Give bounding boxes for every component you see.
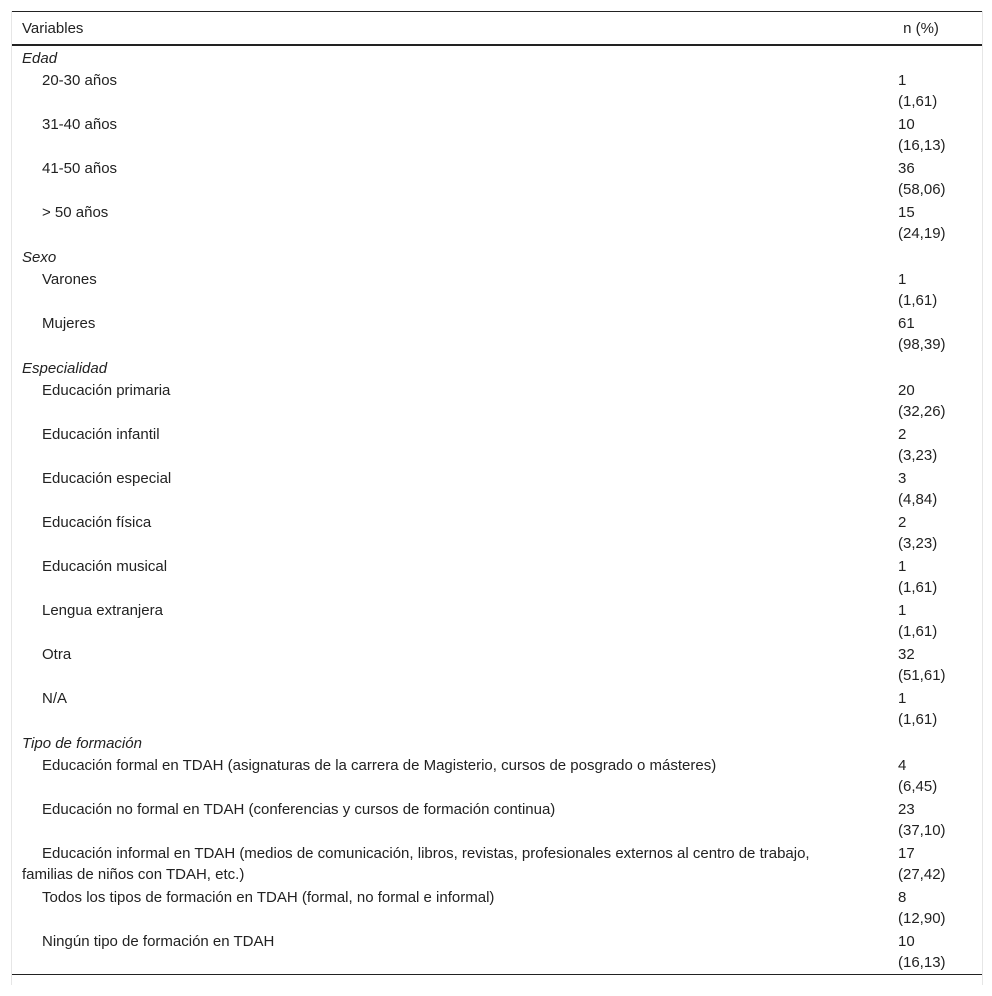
row-value bbox=[888, 379, 982, 423]
table-row bbox=[12, 599, 982, 643]
row-percent: (1,61) bbox=[898, 623, 938, 640]
row-value bbox=[888, 643, 982, 687]
row-label: Educación infantil bbox=[42, 426, 160, 443]
row-percent: (27,42) bbox=[898, 866, 946, 883]
row-percent: (58,06) bbox=[898, 181, 946, 198]
table-row bbox=[12, 379, 982, 423]
group-header-row bbox=[12, 356, 982, 379]
row-percent: (24,19) bbox=[898, 225, 946, 242]
row-n: 2 bbox=[898, 426, 907, 443]
row-n: 10 bbox=[898, 116, 915, 133]
table-row bbox=[12, 312, 982, 356]
row-n: 61 bbox=[898, 315, 915, 332]
row-percent: (3,23) bbox=[898, 535, 938, 552]
table-row bbox=[12, 555, 982, 599]
table-row bbox=[12, 886, 982, 930]
row-value bbox=[888, 798, 982, 842]
row-n: 23 bbox=[898, 801, 915, 818]
row-label: Educación informal en TDAH (medios de comunicación, libros, revistas, profesionales externos al centro de trabajo, familias de niños con TDAH, etc.) bbox=[22, 845, 810, 883]
row-n: 4 bbox=[898, 757, 907, 774]
table-header-row bbox=[12, 12, 982, 46]
row-percent: (37,10) bbox=[898, 822, 946, 839]
row-label: Educación formal en TDAH (asignaturas de la carrera de Magisterio, cursos de posgrado o másteres) bbox=[42, 757, 717, 774]
row-percent: (4,84) bbox=[898, 491, 938, 508]
row-label: Todos los tipos de formación en TDAH (formal, no formal e informal) bbox=[42, 889, 495, 906]
table-row bbox=[12, 201, 982, 245]
row-percent: (1,61) bbox=[898, 292, 938, 309]
row-n: 1 bbox=[898, 271, 907, 288]
table-row bbox=[12, 69, 982, 113]
row-value bbox=[888, 599, 982, 643]
row-label: 20-30 años bbox=[42, 72, 118, 89]
row-value bbox=[888, 423, 982, 467]
header-variables: Variables bbox=[12, 12, 888, 46]
table-row bbox=[12, 157, 982, 201]
row-label: Lengua extranjera bbox=[42, 602, 163, 619]
row-percent: (3,23) bbox=[898, 447, 938, 464]
row-percent: (6,45) bbox=[898, 778, 938, 795]
table-row bbox=[12, 113, 982, 157]
group-title: Tipo de formación bbox=[22, 735, 142, 752]
table-body bbox=[12, 45, 982, 975]
row-label: Educación especial bbox=[42, 470, 172, 487]
row-label: 41-50 años bbox=[42, 160, 118, 177]
row-label: N/A bbox=[42, 690, 68, 707]
row-n: 10 bbox=[898, 933, 915, 950]
row-value bbox=[888, 687, 982, 731]
header-n-percent: n (%) bbox=[888, 12, 982, 46]
group-header-row bbox=[12, 45, 982, 69]
row-n: 36 bbox=[898, 160, 915, 177]
row-label: Varones bbox=[42, 271, 97, 288]
table-row bbox=[12, 511, 982, 555]
row-value bbox=[888, 555, 982, 599]
table-row bbox=[12, 754, 982, 798]
row-value bbox=[888, 467, 982, 511]
row-value bbox=[888, 69, 982, 113]
row-label: Educación física bbox=[42, 514, 152, 531]
table-row bbox=[12, 423, 982, 467]
row-label: 31-40 años bbox=[42, 116, 118, 133]
row-value bbox=[888, 930, 982, 975]
row-n: 1 bbox=[898, 602, 907, 619]
row-value bbox=[888, 511, 982, 555]
row-n: 15 bbox=[898, 204, 915, 221]
row-percent: (1,61) bbox=[898, 579, 938, 596]
row-n: 8 bbox=[898, 889, 907, 906]
row-label: Mujeres bbox=[42, 315, 96, 332]
row-n: 32 bbox=[898, 646, 915, 663]
group-title: Sexo bbox=[22, 249, 57, 266]
group-title: Edad bbox=[22, 50, 58, 67]
row-value bbox=[888, 312, 982, 356]
demographics-table bbox=[12, 11, 982, 975]
group-header-row bbox=[12, 731, 982, 754]
row-percent: (16,13) bbox=[898, 137, 946, 154]
row-percent: (1,61) bbox=[898, 711, 938, 728]
row-label: Educación musical bbox=[42, 558, 168, 575]
row-value bbox=[888, 886, 982, 930]
row-n: 17 bbox=[898, 845, 915, 862]
row-value bbox=[888, 201, 982, 245]
row-percent: (51,61) bbox=[898, 667, 946, 684]
row-percent: (1,61) bbox=[898, 93, 938, 110]
row-value bbox=[888, 157, 982, 201]
row-n: 20 bbox=[898, 382, 915, 399]
table-row bbox=[12, 930, 982, 975]
group-header-row bbox=[12, 245, 982, 268]
row-n: 1 bbox=[898, 690, 907, 707]
row-label: Ningún tipo de formación en TDAH bbox=[12, 930, 888, 975]
row-percent: (98,39) bbox=[898, 336, 946, 353]
row-n: 3 bbox=[898, 470, 907, 487]
row-n: 1 bbox=[898, 72, 907, 89]
row-value bbox=[888, 842, 982, 886]
row-percent: (12,90) bbox=[898, 910, 946, 927]
row-n: 2 bbox=[898, 514, 907, 531]
table-row bbox=[12, 842, 982, 886]
row-label: Otra bbox=[42, 646, 72, 663]
row-value bbox=[888, 754, 982, 798]
row-n: 1 bbox=[898, 558, 907, 575]
table-row bbox=[12, 687, 982, 731]
table-row bbox=[12, 643, 982, 687]
table-row bbox=[12, 798, 982, 842]
row-value bbox=[888, 113, 982, 157]
data-table-container bbox=[11, 11, 983, 985]
row-percent: (16,13) bbox=[898, 954, 946, 971]
row-label: > 50 años bbox=[42, 204, 109, 221]
row-percent: (32,26) bbox=[898, 403, 946, 420]
table-row bbox=[12, 268, 982, 312]
group-title: Especialidad bbox=[22, 360, 108, 377]
row-value bbox=[888, 268, 982, 312]
table-row bbox=[12, 467, 982, 511]
row-label: Educación primaria bbox=[42, 382, 171, 399]
row-label: Educación no formal en TDAH (conferencias y cursos de formación continua) bbox=[42, 801, 556, 818]
